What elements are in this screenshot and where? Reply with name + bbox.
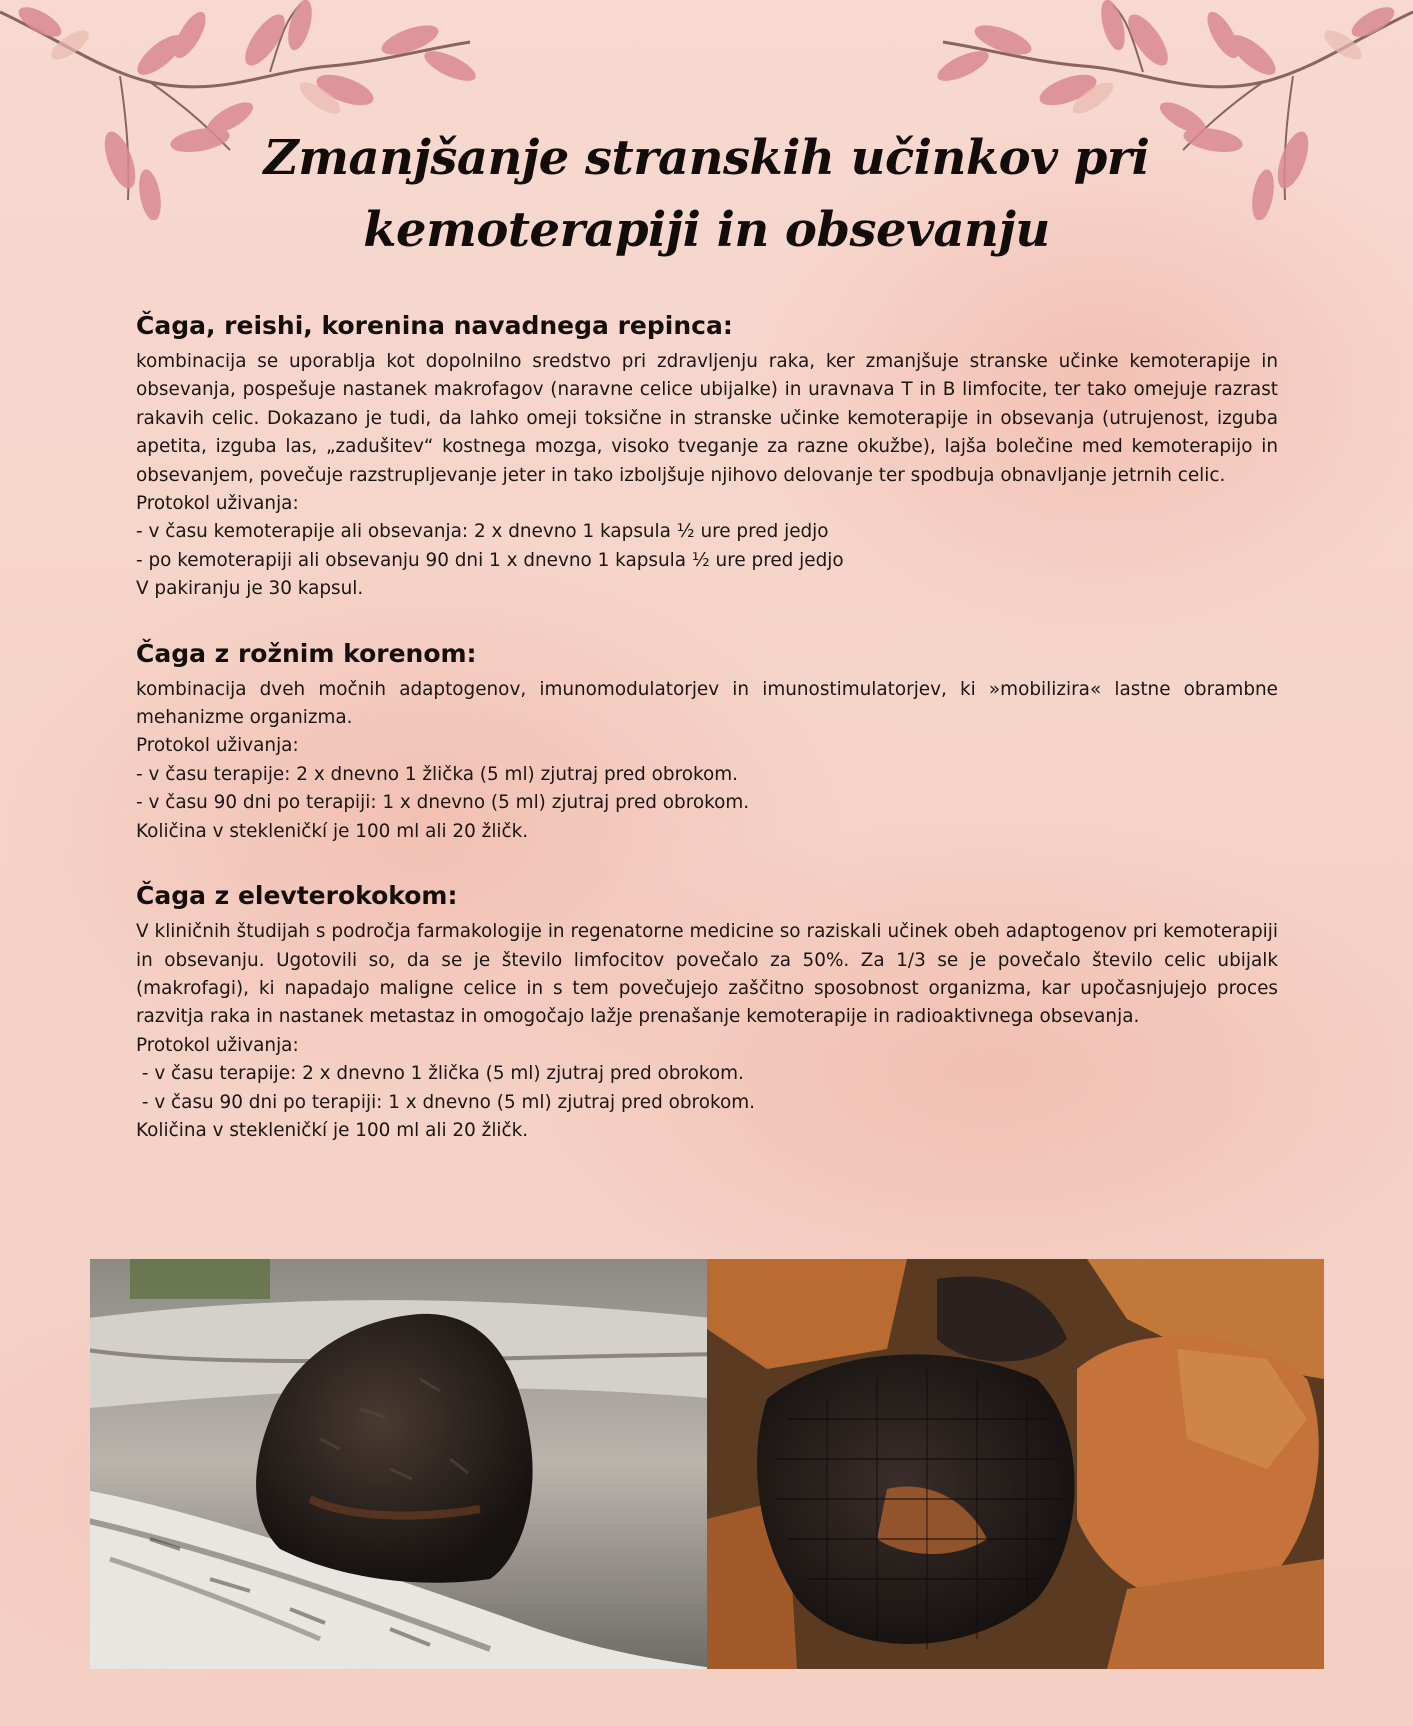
section-heading: Čaga z elevterokokom: [136, 881, 458, 911]
protocol-label: Protokol uživanja: [136, 735, 299, 757]
photo-strip [90, 1259, 1324, 1669]
section-chaga-rhodiola [136, 634, 1278, 846]
protocol-line: - v času 90 dni po terapiji: 1 x dnevno (5 ml) zjutraj pred obrokom. [136, 792, 750, 814]
protocol-label: Protokol uživanja: [136, 1034, 299, 1056]
package-info: V pakiranju je 30 kapsul. [136, 578, 364, 600]
protocol-label: Protokol uživanja: [136, 493, 299, 515]
protocol-line: - v času kemoterapije ali obsevanja: 2 x dnevno 1 kapsula ½ ure pred jedjo [136, 521, 829, 543]
section-chaga-reishi [136, 306, 1278, 604]
chaga-on-birch-photo [90, 1259, 707, 1669]
section-heading: Čaga z rožnim korenom: [136, 638, 477, 668]
package-info: Količina v stekleničkí je 100 ml ali 20 žličk. [136, 820, 529, 842]
section-chaga-eleuthero [136, 876, 1278, 1145]
package-info: Količina v stekleničkí je 100 ml ali 20 žličk. [136, 1119, 529, 1141]
protocol-line: - v času terapije: 2 x dnevno 1 žlička (5 ml) zjutraj pred obrokom. [136, 1063, 744, 1085]
protocol-line: - v času 90 dni po terapiji: 1 x dnevno (5 ml) zjutraj pred obrokom. [136, 1091, 755, 1113]
chaga-pieces-photo [707, 1259, 1324, 1669]
protocol-line: - v času terapije: 2 x dnevno 1 žlička (5 ml) zjutraj pred obrokom. [136, 763, 738, 785]
section-paragraph: V kliničnih študijah s področja farmakologije in regenatorne medicine so raziskali učinek obeh adaptogenov pri kemoterapiji in obsevanju. Ugotovili so, da se je število limfocitov povečalo za 50%. Za 1/3 se je povečalo število celic ubijalk (makrofagi), ki napadajo maligne celice in s tem povečujejo zaščitno sposobnost organizma, kar upočasnjujejo proces razvitja raka in nastanek metastaz in omogočajo lažje prenašanje kemoterapije in radioaktivnega obsevanja. [136, 921, 1278, 1028]
main-content [136, 306, 1278, 1175]
protocol-line: - po kemoterapiji ali obsevanju 90 dni 1 x dnevno 1 kapsula ½ ure pred jedjo [136, 549, 844, 571]
page-title: Zmanjšanje stranskih učinkov pri kemoterapiji in obsevanju [263, 130, 1150, 258]
section-heading: Čaga, reishi, korenina navadnega repinca: [136, 311, 733, 340]
section-paragraph: kombinacija dveh močnih adaptogenov, imunomodulatorjev in imunostimulatorjev, ki »mobilizira« lastne obrambne mehanizme organizma. [136, 678, 1278, 729]
section-paragraph: kombinacija se uporablja kot dopolnilno sredstvo pri zdravljenju raka, ker zmanjšuje stranske učinke kemoterapije in obsevanja, pospešuje nastanek makrofagov (naravne celice ubijalke) in uravnava T in B limfocite, ter tako omejuje razrast rakavih celic. Dokazano je tudi, da lahko omeji toksične in stranske učinke kemoterapije in obsevanja (utrujenost, izguba apetita, izguba las, „zadušitev“ kostnega mozga, visoko tveganje za razne okužbe), lajša bolečine med kemoterapijo in obsevanjem, povečuje razstrupljevanje jeter in tako izboljšuje njihovo delovanje ter spodbuja obnavljanje jetrnih celic. [136, 351, 1278, 486]
